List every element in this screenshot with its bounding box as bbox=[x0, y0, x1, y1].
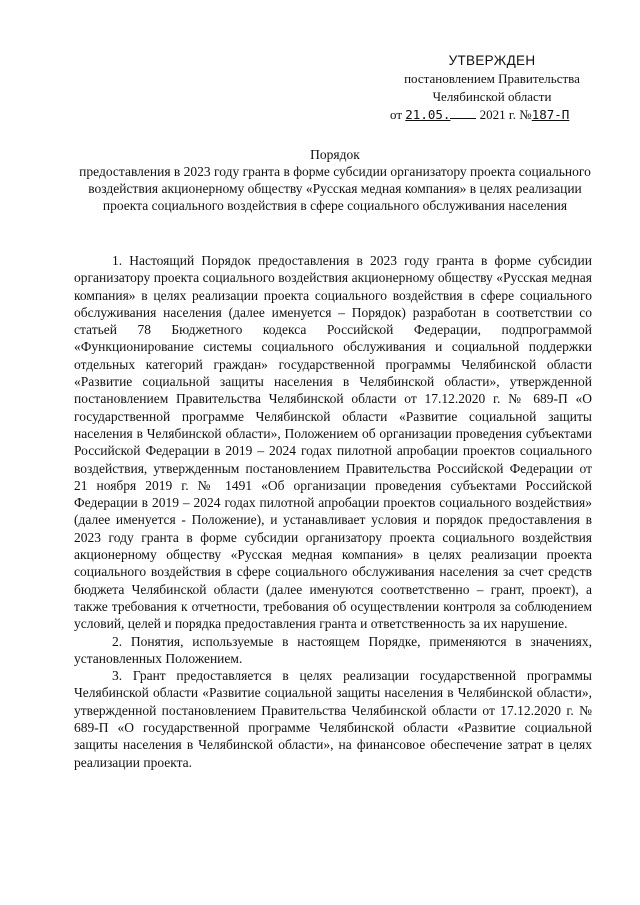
approval-line-1: постановлением Правительства bbox=[404, 71, 580, 86]
approval-from: от bbox=[390, 107, 403, 122]
approval-number: 187-П bbox=[531, 107, 570, 122]
title-heading: Порядок bbox=[310, 147, 360, 162]
approval-line-2: Челябинской области bbox=[432, 89, 552, 104]
title-subtitle: предоставления в 2023 году гранта в форме субсидии организатору проекта социального воздействия акционерному обществу «Русская медная компания» в целях реализации проекта социального воздействия в сфере социального обслуживания населения bbox=[79, 164, 591, 213]
paragraph-1: 1. Настоящий Порядок предоставления в 2023 году гранта в форме субсидии организатору проекта социального воздействия акционерному обществу «Русская медная компания» в целях реализации проекта социального воздействия в сфере социального обслуживания населения (далее именуется – Порядок) разработан в соответствии со статьей 78 Бюджетного кодекса Российской Федерации, подпрограммой «Функционирование системы социального обслуживания и социальной поддержки отдельных категорий граждан» государственной программы Челябинской области «Развитие социальной защиты населения в Челябинской области», утвержденной постановлением Правительства Челябинской области от 17.12.2020 г. № 689-П «О государственной программе Челябинской области «Развитие социальной защиты населения в Челябинской области», Положением об организации проведения субъектами Российской Федерации в 2019 – 2024 годах пилотной апробации проектов социального воздействия, утвержденным постановлением Правительства Российской Федерации от 21 ноября 2019 г. № 1491 «Об организации проведения субъектами Российской Федерации в 2019 – 2024 годах пилотной апробации проектов социального воздействия» (далее именуется - Положение), и устанавливает условия и порядок предоставления в 2023 году гранта в форме субсидии организатору проекта социального воздействия акционерному обществу «Русская медная компания» в целях реализации проекта социального воздействия в сфере социального обслуживания населения за счет средств бюджета Челябинской области (далее именуются соответственно – грант, проект), а также требования к отчетности, требования об осуществлении контроля за соблюдением условий, целей и порядка предоставления гранта и ответственность за их нарушение. bbox=[74, 253, 592, 632]
approval-date: 21.05. bbox=[405, 107, 451, 122]
date-underline bbox=[450, 106, 476, 119]
approval-stamp bbox=[372, 52, 612, 124]
document-title bbox=[70, 146, 600, 214]
paragraph-3: 3. Грант предоставляется в целях реализации государственной программы Челябинской области «Развитие социальной защиты населения в Челябинской области», утвержденной постановлением Правительства Челябинской области от 17.12.2020 г. № 689-П «О государственной программе Челябинской области «Развитие социальной защиты населения в Челябинской области», на финансовое обеспечение затрат в целях реализации проекта. bbox=[74, 668, 592, 770]
document-body bbox=[74, 252, 592, 771]
approved-heading: УТВЕРЖДЕН bbox=[448, 53, 536, 68]
paragraph-2: 2. Понятия, используемые в настоящем Порядке, применяются в значениях, установленных Положением. bbox=[74, 633, 592, 666]
approval-number-sign: № bbox=[519, 107, 532, 122]
approval-date-line bbox=[372, 106, 612, 124]
approval-year: 2021 г. bbox=[479, 107, 517, 122]
